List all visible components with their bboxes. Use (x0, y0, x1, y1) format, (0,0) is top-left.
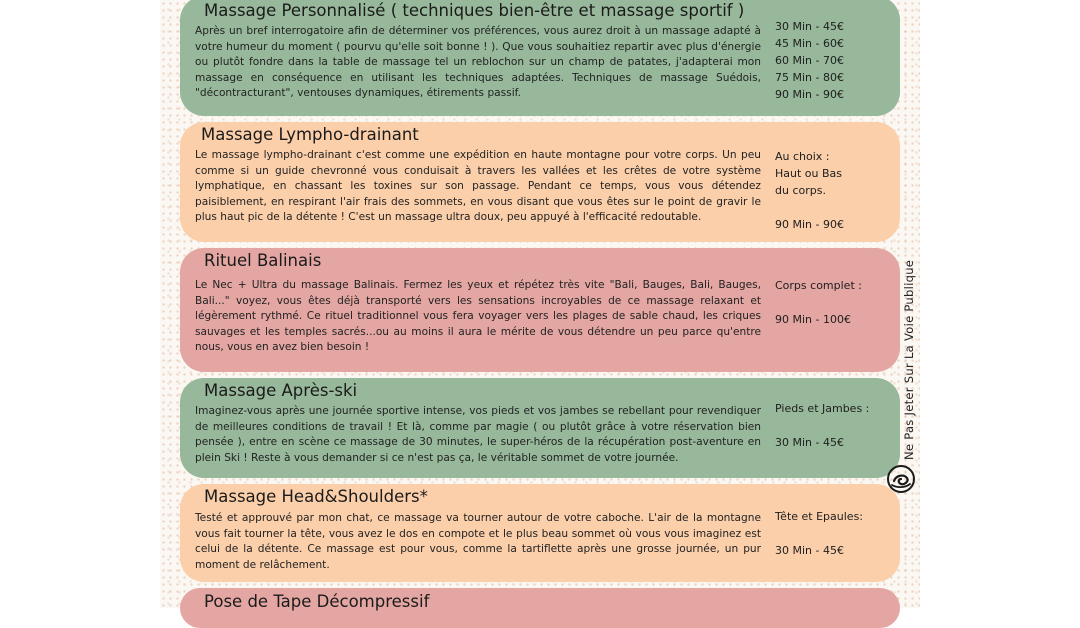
vertical-disclaimer: Ne Pas Jeter Sur La Voie Publique (902, 259, 916, 460)
price-line: 30 Min - 45€ (775, 436, 844, 449)
side-line: Au choix : (775, 150, 830, 163)
side-gap (775, 294, 895, 311)
service-prices (775, 508, 895, 559)
service-title: Pose de Tape Décompressif (204, 592, 430, 611)
service-description: Après un bref interrogatoire afin de déterminer vos préférences, vous aurez droit à un massage adapté à votre humeur du moment ( pourvu qu'elle soit bonne ! ). Que vous souhaitiez repartir avec plus d'énergie ou plutôt fondre dans la table de massage tel un reblochon sur un champ de patates, j'adapterai mon massage en conséquence en utilisant les techniques adaptées. Techniques de massage Suédois, "décontracturant", ventouses dynamiques, étirements passif. (195, 25, 761, 100)
service-card-massage-lympho-drainant (180, 122, 900, 242)
price-line: 30 Min - 45€ (775, 544, 844, 557)
price-line: 90 Min - 90€ (775, 218, 844, 231)
side-gap (775, 417, 895, 434)
service-card-pose-de-tape (180, 588, 900, 628)
service-description: Imaginez-vous après une journée sportive intense, vos pieds et vos jambes se rebellant pour revendiquer de meilleures conditions de travail ! Et là, comme par magie ( ou plutôt grâce à votre réservation bien pensée ), entre en scène ce massage de 30 minutes, le super-héros de la récupération post-aventure en plein Ski ! Reste à vous demander si ce n'est pas ça, le véritable sommet de votre journée. (195, 405, 761, 464)
service-description: Le massage lympho-drainant c'est comme une expédition en haute montagne pour votre corps. Un peu comme si un guide chevronné vous conduisait à travers les vallées et les crêtes de votre système lymphatique, en chassant les toxines sur son passage. Pendant ce temps, vous vous détendez paisiblement, en respirant l'air frais des sommets, en vous disant que vous êtes sur le point de gravir le plus haut pic de la détente ! C'est un massage ultra doux, peu appuyé à l'efficacité redoutable. (195, 149, 761, 224)
side-gap (775, 199, 895, 216)
price-line: 90 Min - 90€ (775, 88, 844, 101)
side-line: du corps. (775, 184, 826, 197)
service-title: Massage Head&Shoulders* (204, 487, 428, 506)
service-prices (775, 277, 895, 328)
side-line: Corps complet : (775, 279, 862, 292)
price-line: 30 Min - 45€ (775, 20, 844, 33)
side-gap (775, 525, 895, 542)
price-line: 75 Min - 80€ (775, 71, 844, 84)
service-card-massage-head-shoulders (180, 484, 900, 582)
service-card-massage-personnalise (180, 0, 900, 116)
service-title: Massage Lympho-drainant (201, 125, 419, 144)
service-title: Massage Personnalisé ( techniques bien-être et massage sportif ) (204, 1, 745, 20)
service-card-rituel-balinais (180, 248, 900, 372)
service-prices (775, 400, 895, 451)
price-line: 90 Min - 100€ (775, 313, 851, 326)
side-line: Pieds et Jambes : (775, 402, 870, 415)
price-line: 45 Min - 60€ (775, 37, 844, 50)
service-description: Testé et approuvé par mon chat, ce massage va tourner autour de votre caboche. L'air de la montagne vous fait tourner la tête, vous avez le dos en compote et le plus beau sommet où vous vous imaginez est celui de la détente. Ce massage est pour vous, comme la tartiflette après une grosse journée, un pur moment de relâchement. (195, 512, 761, 571)
service-prices (775, 148, 895, 233)
side-line: Tête et Epaules: (775, 510, 863, 523)
side-line: Haut ou Bas (775, 167, 843, 180)
service-description: Le Nec + Ultra du massage Balinais. Fermez les yeux et répétez très vite "Bali, Bauges, Bali, Bauges, Bali..." voyez, vous êtes déjà transporté vers les sensations incroyables de ce massage relaxant et légèrement rythmé. Ce rituel traditionnel vous fera voyager vers les plages de sable chaud, les criques sauvages et les temples sacrés...ou au moins il aura le mérite de vous détendre un peu parce qu'entre nous, vous en avez bien besoin ! (195, 279, 761, 354)
service-card-massage-apres-ski (180, 378, 900, 478)
service-title: Rituel Balinais (204, 251, 322, 270)
service-prices (775, 18, 895, 103)
swirl-logo-icon (886, 464, 916, 494)
service-title: Massage Après-ski (204, 381, 358, 400)
price-line: 60 Min - 70€ (775, 54, 844, 67)
